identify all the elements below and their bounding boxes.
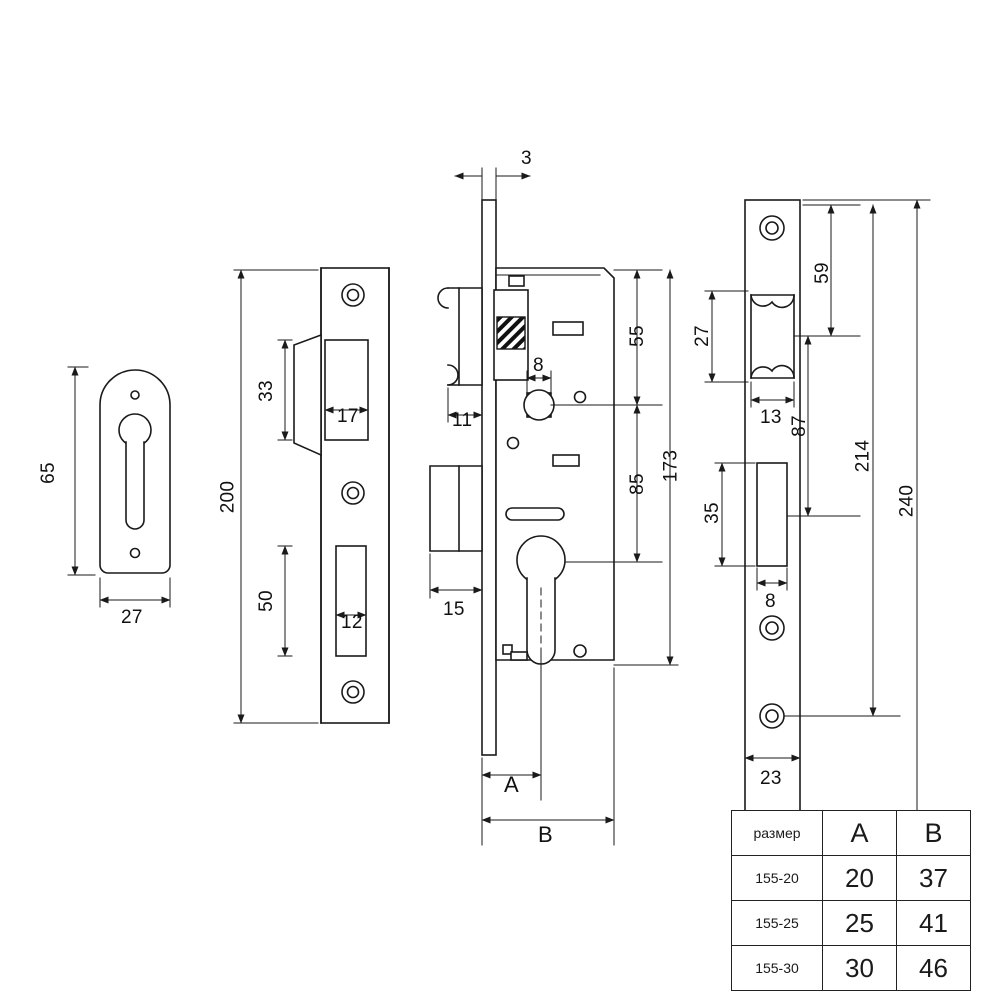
row-code: 155-30 [732, 946, 823, 991]
spec-table [731, 810, 971, 991]
dim-173: 173 [660, 449, 682, 483]
dim-85: 85 [626, 473, 648, 495]
row-b: 41 [897, 901, 971, 946]
row-a: 30 [823, 946, 897, 991]
dim-65: 65 [37, 462, 59, 484]
dim-87: 87 [788, 415, 810, 437]
dim-13: 13 [760, 407, 782, 428]
dim-240: 240 [896, 484, 918, 518]
dim-59: 59 [811, 262, 833, 284]
row-code: 155-25 [732, 901, 823, 946]
table-row [732, 856, 971, 901]
dim-200: 200 [217, 480, 239, 514]
row-a: 25 [823, 901, 897, 946]
dim-A: A [504, 772, 519, 797]
dim-15: 15 [443, 599, 465, 620]
dim-214: 214 [852, 439, 874, 473]
table-row [732, 901, 971, 946]
dim-12: 12 [341, 612, 363, 633]
dim-33: 33 [255, 380, 277, 402]
dim-27-strike: 27 [691, 325, 713, 347]
row-code: 155-20 [732, 856, 823, 901]
table-row [732, 946, 971, 991]
header-a: A [823, 811, 897, 856]
row-a: 20 [823, 856, 897, 901]
row-b: 46 [897, 946, 971, 991]
dim-8-strike: 8 [765, 591, 776, 612]
dim-3: 3 [521, 148, 532, 169]
dim-B: B [538, 822, 553, 847]
dim-23: 23 [760, 768, 782, 789]
dim-8-spindle: 8 [533, 355, 544, 376]
dim-11: 11 [452, 410, 473, 431]
header-size: размер [732, 811, 823, 856]
row-b: 37 [897, 856, 971, 901]
lock-body-outline [430, 200, 614, 755]
header-b: B [897, 811, 971, 856]
dim-55: 55 [626, 325, 648, 347]
escutcheon-outline [100, 370, 170, 573]
faceplate-outline [294, 268, 389, 723]
dim-17: 17 [337, 406, 359, 427]
dim-35: 35 [701, 502, 723, 524]
dim-50: 50 [255, 590, 277, 612]
dim-27-escutcheon: 27 [121, 607, 143, 628]
table-header-row [732, 811, 971, 856]
